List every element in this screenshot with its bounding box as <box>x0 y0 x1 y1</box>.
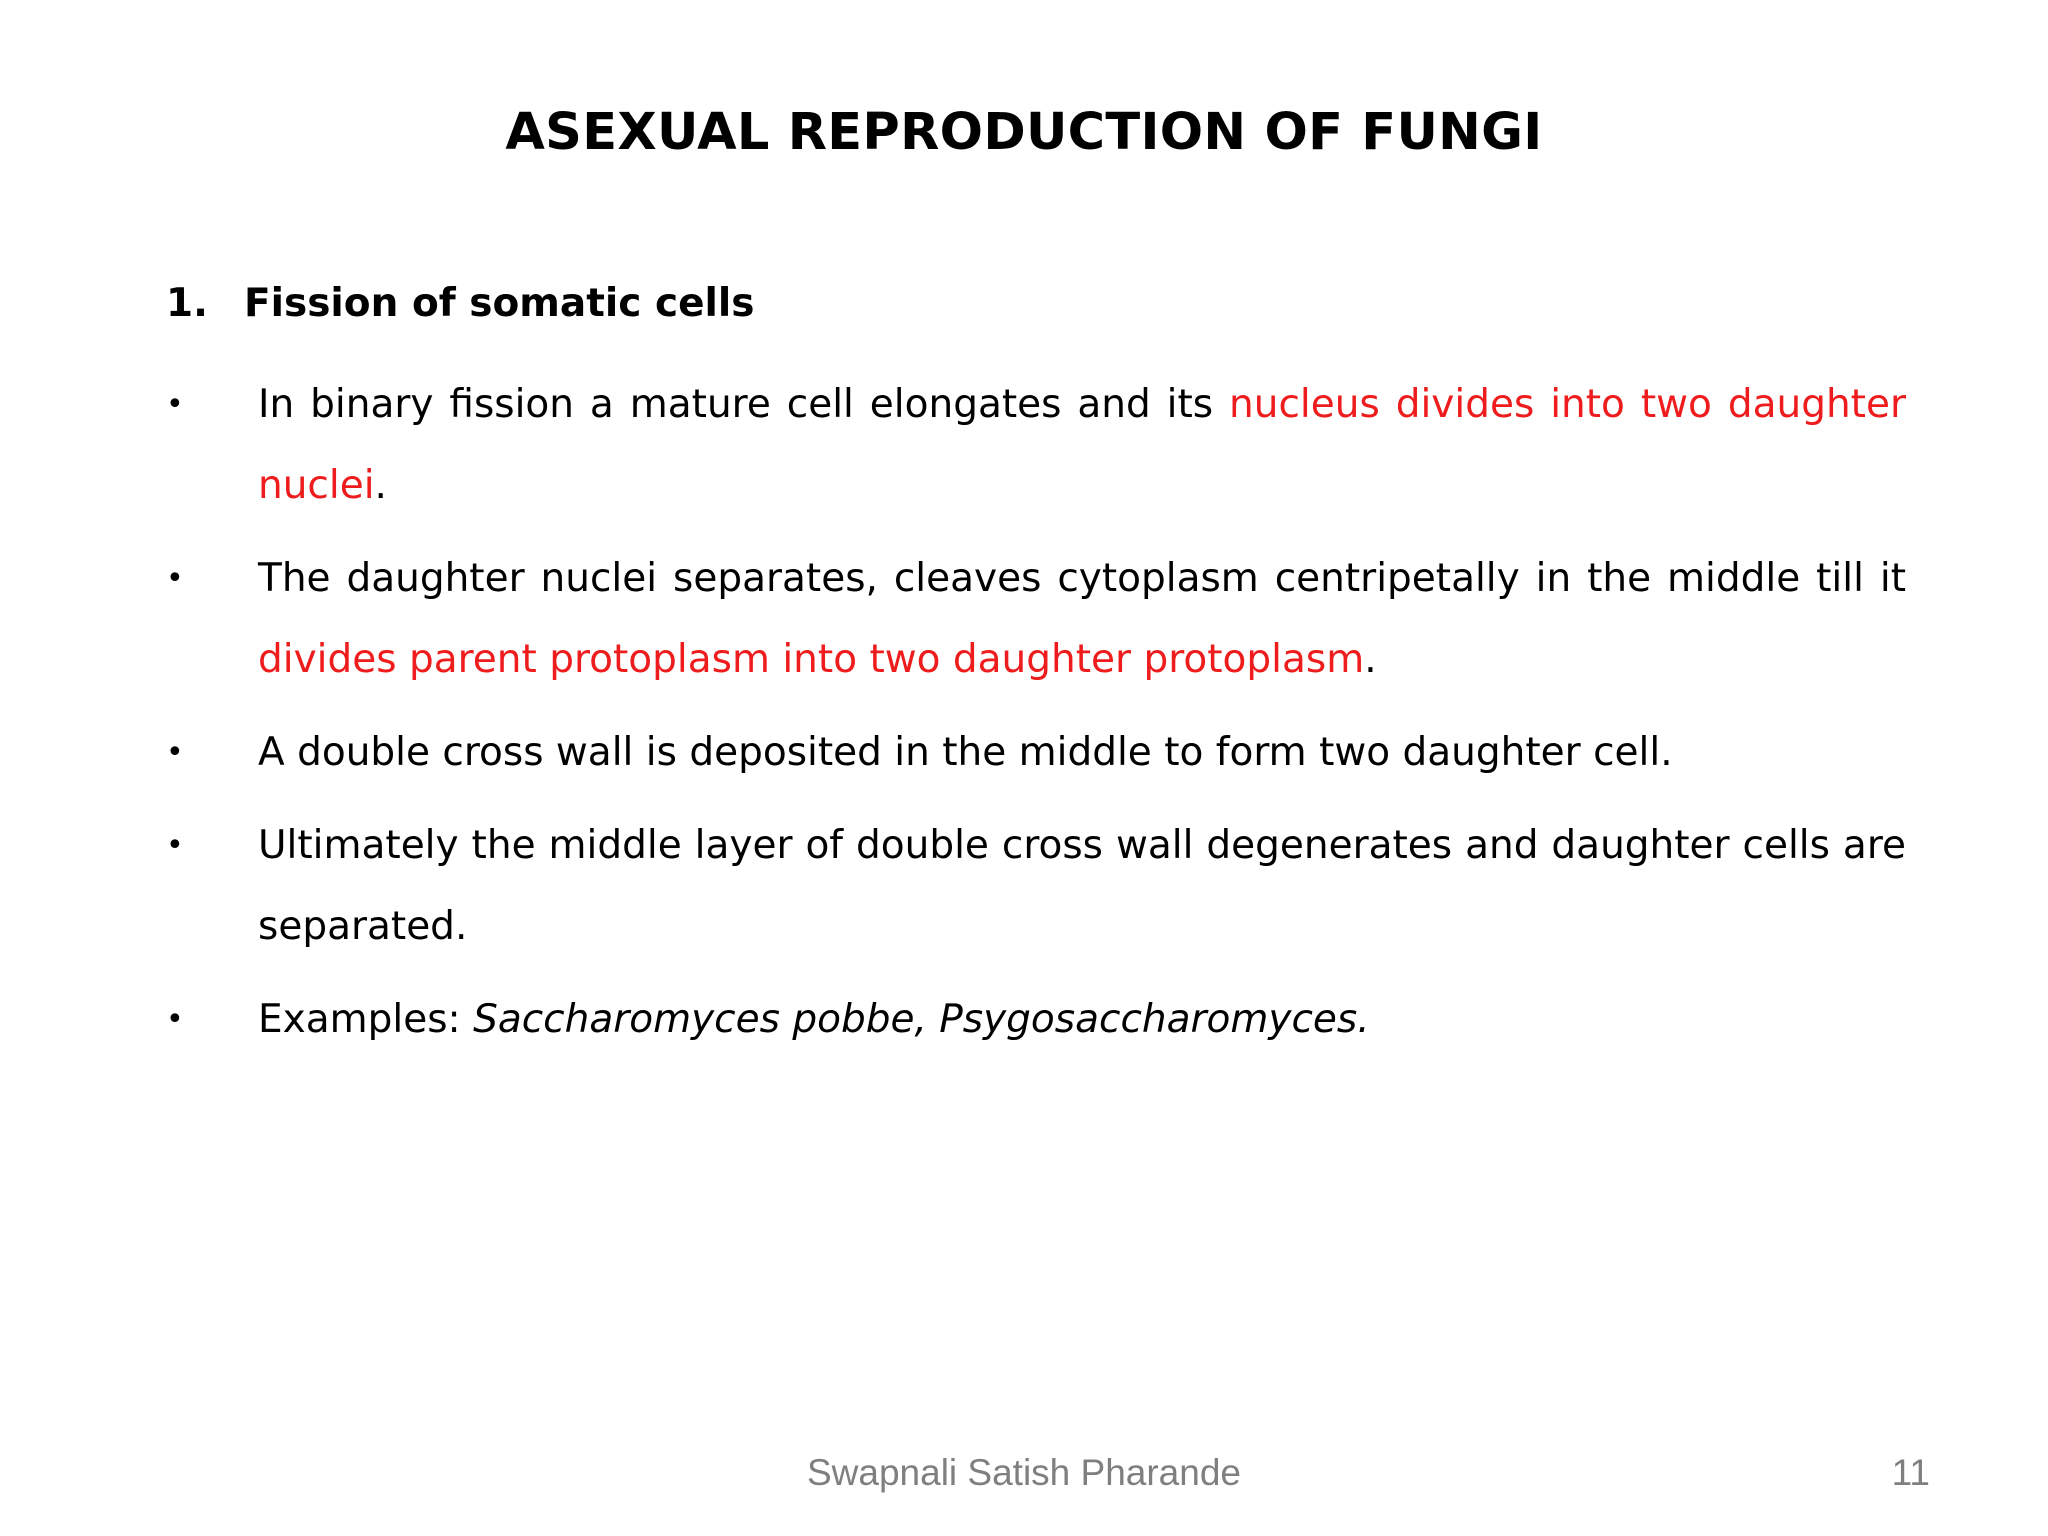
bullet-list <box>166 364 1906 1072</box>
slide-title: ASEXUAL REPRODUCTION OF FUNGI <box>505 103 1543 162</box>
bullet-item <box>166 979 1906 1060</box>
bullet-text-part: The daughter nuclei separates, cleaves cytoplasm centripetally in the middle till it <box>258 556 1906 601</box>
bullet-text <box>258 979 1906 1060</box>
bullet-icon: • <box>166 1002 184 1037</box>
bullet-text <box>258 712 1906 793</box>
bullet-item <box>166 805 1906 967</box>
section-number: 1. <box>166 281 208 326</box>
bullet-icon: • <box>166 387 184 422</box>
section-heading-text: Fission of somatic cells <box>244 281 755 326</box>
bullet-text-part: . <box>1364 637 1377 682</box>
bullet-icon: • <box>166 561 184 596</box>
highlighted-text: nucleus divides into two daughter nuclei <box>258 382 1906 508</box>
bullet-text-part: . <box>374 463 387 508</box>
bullet-item <box>166 712 1906 793</box>
bullet-item <box>166 364 1906 526</box>
bullet-text <box>258 805 1906 967</box>
page-number: 11 <box>1891 1452 1930 1493</box>
bullet-text-part: In binary fission a mature cell elongates and its <box>258 382 1230 427</box>
highlighted-text: divides parent protoplasm into two daughter protoplasm <box>258 637 1365 682</box>
bullet-icon: • <box>166 735 184 770</box>
bullet-text-part: A double cross wall is deposited in the middle to form two daughter cell. <box>258 730 1673 775</box>
footer-author: Swapnali Satish Pharande <box>806 1452 1241 1493</box>
bullet-icon: • <box>166 828 184 863</box>
bullet-text <box>258 538 1906 700</box>
section-heading <box>166 276 754 332</box>
bullet-text-part: Ultimately the middle layer of double cross wall degenerates and daughter cells are separated. <box>258 823 1906 949</box>
italic-species-text: Saccharomyces pobbe, Psygosaccharomyces. <box>473 997 1370 1042</box>
bullet-text-part: Examples: <box>258 997 474 1042</box>
bullet-text <box>258 364 1906 526</box>
bullet-item <box>166 538 1906 700</box>
